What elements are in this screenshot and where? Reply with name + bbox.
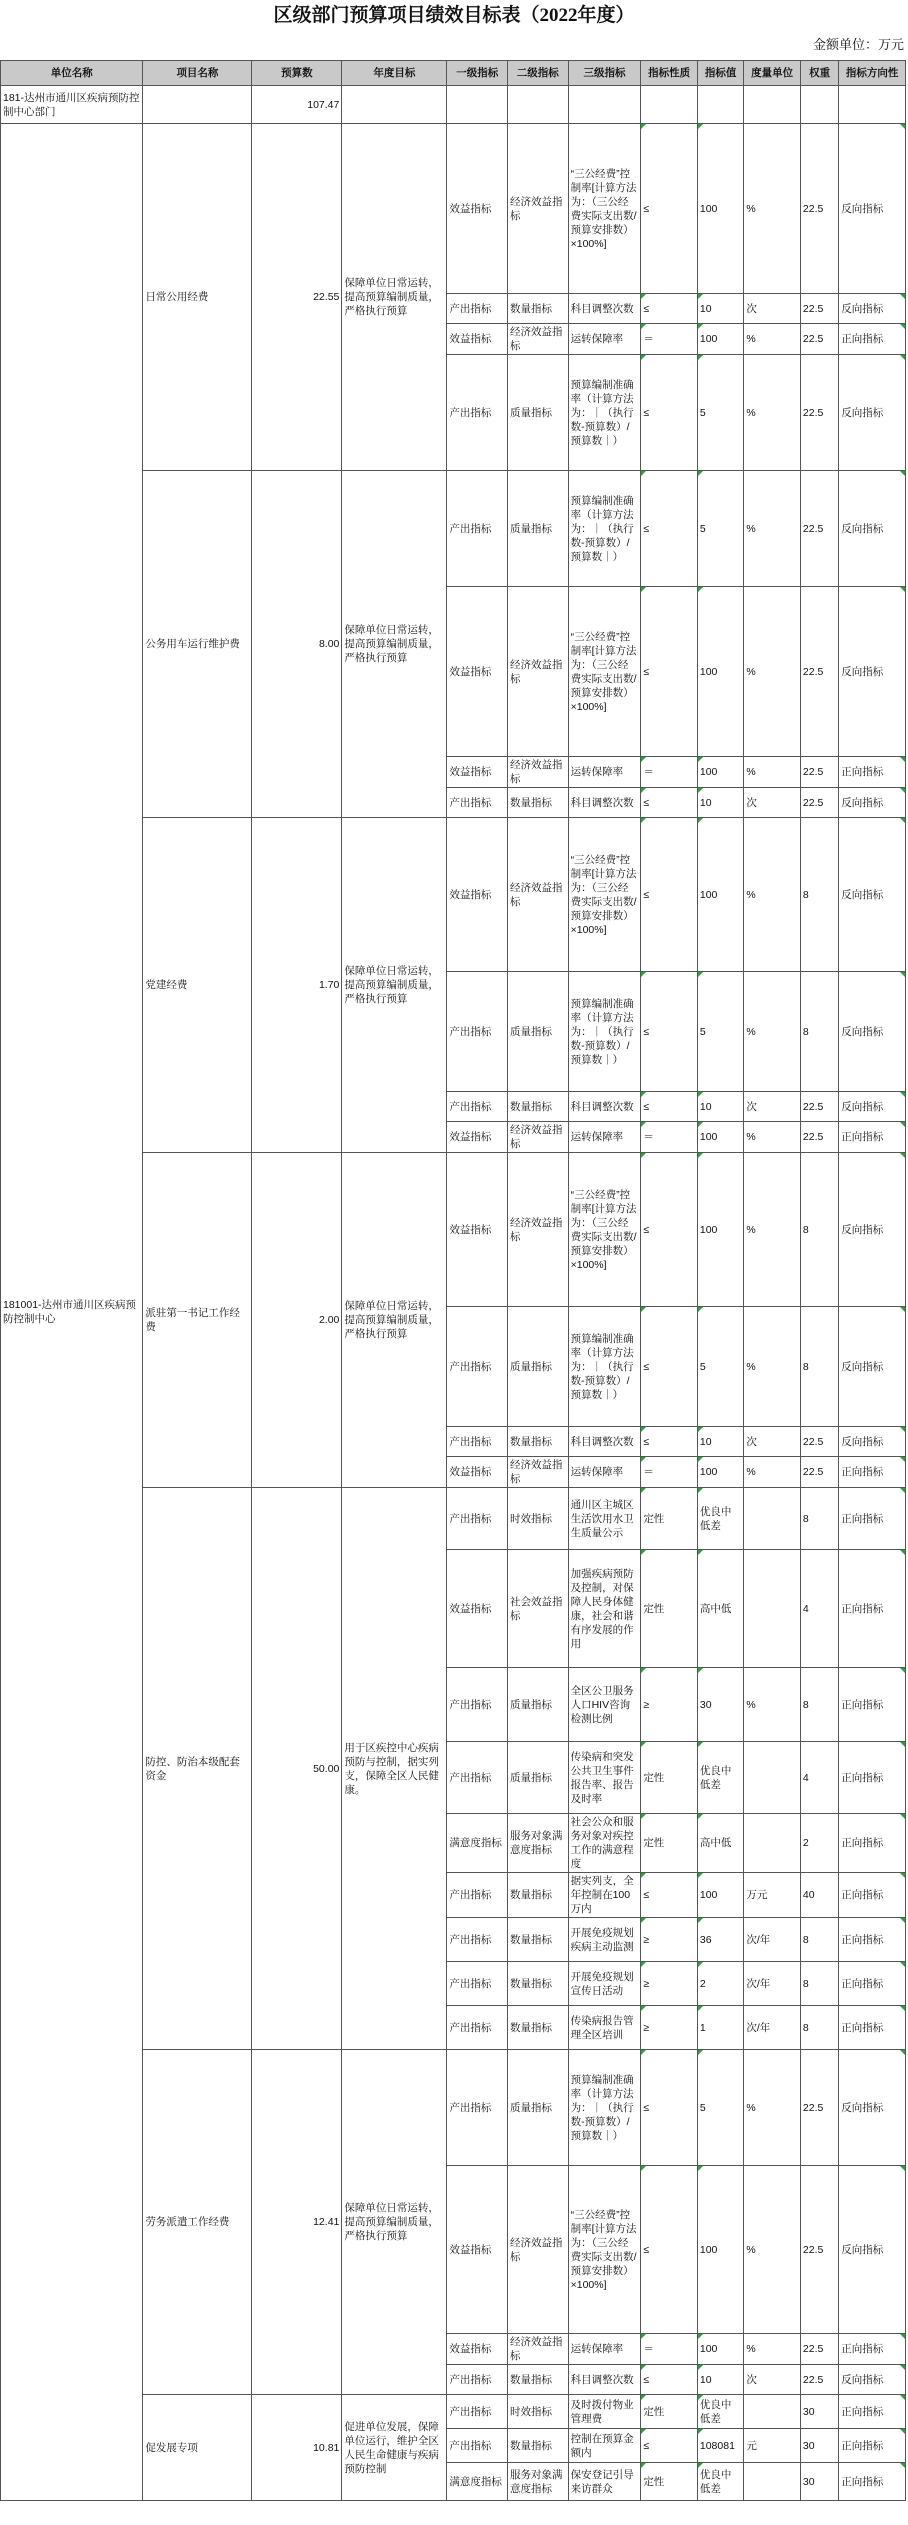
measure-unit <box>744 1742 801 1814</box>
header-cell: 度量单位 <box>744 61 801 86</box>
direction: 正向指标 <box>839 2463 906 2501</box>
level2-indicator: 数量指标 <box>508 1962 569 2006</box>
level1-indicator: 产出指标 <box>447 294 508 324</box>
level2-indicator: 时效指标 <box>508 1488 569 1550</box>
header-cell: 年度目标 <box>342 61 447 86</box>
annual-goal: 保障单位日常运转，提高预算编制质量，严格执行预算 <box>342 2050 447 2395</box>
level2-indicator: 经济效益指标 <box>508 1457 569 1488</box>
weight: 40 <box>800 1873 838 1918</box>
direction: 反向指标 <box>839 2050 906 2166</box>
indicator-nature: ≤ <box>641 2429 698 2463</box>
indicator-value: 100 <box>697 1122 743 1153</box>
indicator-nature: ≤ <box>641 1427 698 1457</box>
level1-indicator: 产出指标 <box>447 471 508 587</box>
department-name: 181-达州市通川区疾病预防控制中心部门 <box>1 86 143 124</box>
measure-unit: 次/年 <box>744 1918 801 1962</box>
indicator-nature: ≤ <box>641 2050 698 2166</box>
direction: 反向指标 <box>839 2365 906 2395</box>
weight: 22.5 <box>800 1092 838 1122</box>
indicator-nature: 定性 <box>641 2395 698 2429</box>
level1-indicator: 效益指标 <box>447 1550 508 1668</box>
level1-indicator: 产出指标 <box>447 2429 508 2463</box>
weight: 22.5 <box>800 1122 838 1153</box>
weight: 22.5 <box>800 355 838 471</box>
measure-unit: 元 <box>744 2429 801 2463</box>
page-title: 区级部门预算项目绩效目标表（2022年度） <box>273 5 635 26</box>
direction: 反向指标 <box>839 1307 906 1427</box>
level1-indicator: 产出指标 <box>447 1918 508 1962</box>
indicator-value: 10 <box>697 788 743 818</box>
indicator-value: 100 <box>697 1457 743 1488</box>
direction: 正向指标 <box>839 2006 906 2050</box>
indicator-value: 100 <box>697 1873 743 1918</box>
indicator-nature: ≤ <box>641 471 698 587</box>
indicator-value: 36 <box>697 1918 743 1962</box>
level2-indicator: 质量指标 <box>508 355 569 471</box>
measure-unit: % <box>744 1122 801 1153</box>
level2-indicator: 经济效益指标 <box>508 2334 569 2365</box>
level1-indicator: 效益指标 <box>447 1457 508 1488</box>
indicator-value: 2 <box>697 1962 743 2006</box>
measure-unit: % <box>744 471 801 587</box>
indicator-nature: 定性 <box>641 1550 698 1668</box>
direction: 正向指标 <box>839 1814 906 1873</box>
indicator-nature: ≤ <box>641 587 698 757</box>
level3-indicator: 据实列支，全年控制在100万内 <box>568 1873 641 1918</box>
level1-indicator: 产出指标 <box>447 1742 508 1814</box>
project-name: 促发展专项 <box>143 2395 252 2501</box>
level3-indicator: 全区公卫服务人口HIV咨询检测比例 <box>568 1668 641 1742</box>
direction: 反向指标 <box>839 788 906 818</box>
level3-indicator: 科目调整次数 <box>568 1427 641 1457</box>
level3-indicator: 运转保障率 <box>568 2334 641 2365</box>
header-cell: 预算数 <box>252 61 342 86</box>
indicator-value: 100 <box>697 757 743 788</box>
measure-unit: % <box>744 2334 801 2365</box>
indicator-value: 10 <box>697 1427 743 1457</box>
level2-indicator: 经济效益指标 <box>508 324 569 355</box>
level2-indicator: 数量指标 <box>508 1918 569 1962</box>
weight: 22.5 <box>800 1457 838 1488</box>
indicator-value: 100 <box>697 324 743 355</box>
header-row <box>1 61 906 86</box>
level2-indicator: 数量指标 <box>508 1873 569 1918</box>
measure-unit: 次 <box>744 294 801 324</box>
level3-indicator: “三公经费”控制率[计算方法为：（三公经费实际支出数/预算安排数）×100%] <box>568 1153 641 1307</box>
level1-indicator: 产出指标 <box>447 2365 508 2395</box>
weight: 8 <box>800 972 838 1092</box>
level2-indicator: 质量指标 <box>508 1307 569 1427</box>
weight: 8 <box>800 1668 838 1742</box>
weight: 22.5 <box>800 2050 838 2166</box>
project-budget: 2.00 <box>252 1153 342 1488</box>
level3-indicator: 运转保障率 <box>568 324 641 355</box>
indicator-value: 30 <box>697 1668 743 1742</box>
level1-indicator: 产出指标 <box>447 2050 508 2166</box>
level2-indicator: 质量指标 <box>508 1668 569 1742</box>
level3-indicator: 传染病报告管理全区培训 <box>568 2006 641 2050</box>
indicator-value: 100 <box>697 818 743 972</box>
level3-indicator: 预算编制准确率（计算方法为：｜（执行数-预算数）/预算数｜） <box>568 2050 641 2166</box>
indicator-nature: ≥ <box>641 1918 698 1962</box>
indicator-nature: ≤ <box>641 1153 698 1307</box>
level2-indicator: 经济效益指标 <box>508 1122 569 1153</box>
level2-indicator: 数量指标 <box>508 2006 569 2050</box>
indicator-value: 优良中低差 <box>697 1742 743 1814</box>
indicator-value: 10 <box>697 2365 743 2395</box>
level3-indicator: “三公经费”控制率[计算方法为：（三公经费实际支出数/预算安排数）×100%] <box>568 587 641 757</box>
level2-indicator: 数量指标 <box>508 2365 569 2395</box>
level2-indicator: 时效指标 <box>508 2395 569 2429</box>
annual-goal: 促进单位发展，保障单位运行，维护全区人民生命健康与疾病预防控制 <box>342 2395 447 2501</box>
indicator-nature: ≤ <box>641 818 698 972</box>
weight: 4 <box>800 1742 838 1814</box>
level1-indicator: 效益指标 <box>447 1122 508 1153</box>
indicator-row <box>1 124 906 294</box>
level1-indicator: 满意度指标 <box>447 2463 508 2501</box>
weight: 30 <box>800 2463 838 2501</box>
level1-indicator: 效益指标 <box>447 2166 508 2334</box>
indicator-value: 优良中低差 <box>697 2395 743 2429</box>
indicator-nature: ≤ <box>641 294 698 324</box>
direction: 反向指标 <box>839 124 906 294</box>
level1-indicator: 产出指标 <box>447 788 508 818</box>
indicator-nature: 定性 <box>641 1742 698 1814</box>
indicator-value: 5 <box>697 471 743 587</box>
indicator-nature: ≤ <box>641 124 698 294</box>
level1-indicator: 效益指标 <box>447 2334 508 2365</box>
measure-unit: % <box>744 2166 801 2334</box>
level1-indicator: 产出指标 <box>447 1962 508 2006</box>
level1-indicator: 效益指标 <box>447 124 508 294</box>
project-budget: 8.00 <box>252 471 342 818</box>
weight: 22.5 <box>800 788 838 818</box>
level1-indicator: 效益指标 <box>447 818 508 972</box>
header-cell: 指标值 <box>697 61 743 86</box>
level3-indicator: “三公经费”控制率[计算方法为：（三公经费实际支出数/预算安排数）×100%] <box>568 2166 641 2334</box>
level2-indicator: 质量指标 <box>508 1742 569 1814</box>
indicator-value: 高中低 <box>697 1550 743 1668</box>
level2-indicator: 数量指标 <box>508 1092 569 1122</box>
project-name: 派驻第一书记工作经费 <box>143 1153 252 1488</box>
indicator-nature: ≤ <box>641 1307 698 1427</box>
level3-indicator: “三公经费”控制率[计算方法为：（三公经费实际支出数/预算安排数）×100%] <box>568 124 641 294</box>
direction: 正向指标 <box>839 2395 906 2429</box>
annual-goal: 保障单位日常运转，提高预算编制质量，严格执行预算 <box>342 471 447 818</box>
weight: 22.5 <box>800 471 838 587</box>
measure-unit: % <box>744 324 801 355</box>
project-budget: 12.41 <box>252 2050 342 2395</box>
level1-indicator: 产出指标 <box>447 972 508 1092</box>
level3-indicator: 控制在预算金额内 <box>568 2429 641 2463</box>
indicator-nature: ＝ <box>641 1457 698 1488</box>
level3-indicator: 开展免疫规划疾病主动监测 <box>568 1918 641 1962</box>
weight: 22.5 <box>800 324 838 355</box>
level2-indicator: 经济效益指标 <box>508 818 569 972</box>
header-cell: 指标方向性 <box>839 61 906 86</box>
measure-unit: 万元 <box>744 1873 801 1918</box>
direction: 正向指标 <box>839 1122 906 1153</box>
header-cell: 单位名称 <box>1 61 143 86</box>
project-budget: 50.00 <box>252 1488 342 2050</box>
level3-indicator: 科目调整次数 <box>568 788 641 818</box>
level2-indicator: 质量指标 <box>508 471 569 587</box>
header-cell: 权重 <box>800 61 838 86</box>
direction: 反向指标 <box>839 471 906 587</box>
level2-indicator: 质量指标 <box>508 2050 569 2166</box>
indicator-value: 5 <box>697 1307 743 1427</box>
level1-indicator: 效益指标 <box>447 324 508 355</box>
measure-unit: % <box>744 1153 801 1307</box>
department-row <box>1 86 906 124</box>
indicator-nature: ＝ <box>641 1122 698 1153</box>
indicator-nature: ≥ <box>641 1668 698 1742</box>
level1-indicator: 效益指标 <box>447 757 508 788</box>
measure-unit: % <box>744 818 801 972</box>
level1-indicator: 产出指标 <box>447 2006 508 2050</box>
indicator-nature: ≥ <box>641 2006 698 2050</box>
weight: 8 <box>800 1488 838 1550</box>
indicator-nature: ≤ <box>641 972 698 1092</box>
indicator-value: 100 <box>697 1153 743 1307</box>
direction: 正向指标 <box>839 1488 906 1550</box>
weight: 22.5 <box>800 1427 838 1457</box>
direction: 反向指标 <box>839 972 906 1092</box>
weight: 30 <box>800 2395 838 2429</box>
level3-indicator: 加强疾病预防及控制，对保障人民身体健康，社会和谐有序发展的作用 <box>568 1550 641 1668</box>
level3-indicator: 保安登记引导来访群众 <box>568 2463 641 2501</box>
measure-unit: 次/年 <box>744 1962 801 2006</box>
project-name: 防控、防治本级配套资金 <box>143 1488 252 2050</box>
measure-unit: % <box>744 124 801 294</box>
indicator-value: 优良中低差 <box>697 1488 743 1550</box>
indicator-value: 高中低 <box>697 1814 743 1873</box>
direction: 正向指标 <box>839 1668 906 1742</box>
project-name: 劳务派遣工作经费 <box>143 2050 252 2395</box>
level3-indicator: 社会公众和服务对象对疾控工作的满意程度 <box>568 1814 641 1873</box>
level2-indicator: 服务对象满意度指标 <box>508 2463 569 2501</box>
measure-unit: 次 <box>744 2365 801 2395</box>
annual-goal: 保障单位日常运转，提高预算编制质量，严格执行预算 <box>342 818 447 1153</box>
weight: 22.5 <box>800 294 838 324</box>
level3-indicator: “三公经费”控制率[计算方法为：（三公经费实际支出数/预算安排数）×100%] <box>568 818 641 972</box>
measure-unit: % <box>744 757 801 788</box>
level2-indicator: 社会效益指标 <box>508 1550 569 1668</box>
measure-unit <box>744 1550 801 1668</box>
level2-indicator: 质量指标 <box>508 972 569 1092</box>
measure-unit: 次 <box>744 788 801 818</box>
measure-unit: % <box>744 972 801 1092</box>
weight: 22.5 <box>800 587 838 757</box>
indicator-value: 优良中低差 <box>697 2463 743 2501</box>
direction: 反向指标 <box>839 1153 906 1307</box>
level2-indicator: 经济效益指标 <box>508 1153 569 1307</box>
weight: 22.5 <box>800 757 838 788</box>
direction: 正向指标 <box>839 757 906 788</box>
indicator-nature: ≤ <box>641 2166 698 2334</box>
indicator-value: 5 <box>697 355 743 471</box>
direction: 正向指标 <box>839 324 906 355</box>
direction: 正向指标 <box>839 2429 906 2463</box>
weight: 8 <box>800 1153 838 1307</box>
level1-indicator: 产出指标 <box>447 2395 508 2429</box>
level2-indicator: 数量指标 <box>508 788 569 818</box>
direction: 正向指标 <box>839 1550 906 1668</box>
level3-indicator: 开展免疫规划宣传日活动 <box>568 1962 641 2006</box>
indicator-nature: 定性 <box>641 1488 698 1550</box>
header-cell: 一级指标 <box>447 61 508 86</box>
annual-goal: 保障单位日常运转，提高预算编制质量，严格执行预算 <box>342 1153 447 1488</box>
header-cell: 二级指标 <box>508 61 569 86</box>
direction: 正向指标 <box>839 1962 906 2006</box>
weight: 22.5 <box>800 124 838 294</box>
department-budget: 107.47 <box>252 86 342 124</box>
level1-indicator: 产出指标 <box>447 1427 508 1457</box>
level1-indicator: 满意度指标 <box>447 1814 508 1873</box>
weight: 8 <box>800 1918 838 1962</box>
indicator-value: 100 <box>697 124 743 294</box>
indicator-nature: ≤ <box>641 788 698 818</box>
level2-indicator: 经济效益指标 <box>508 124 569 294</box>
performance-table <box>0 60 906 2501</box>
weight: 8 <box>800 1962 838 2006</box>
weight: 22.5 <box>800 2334 838 2365</box>
measure-unit: % <box>744 1307 801 1427</box>
level3-indicator: 传染病和突发公共卫生事件报告率、报告及时率 <box>568 1742 641 1814</box>
level2-indicator: 数量指标 <box>508 2429 569 2463</box>
indicator-value: 100 <box>697 2334 743 2365</box>
measure-unit <box>744 1814 801 1873</box>
indicator-nature: ＝ <box>641 757 698 788</box>
level2-indicator: 经济效益指标 <box>508 2166 569 2334</box>
project-budget: 10.81 <box>252 2395 342 2501</box>
level3-indicator: 预算编制准确率（计算方法为：｜（执行数-预算数）/预算数｜） <box>568 355 641 471</box>
measure-unit: % <box>744 1668 801 1742</box>
project-name: 党建经费 <box>143 818 252 1153</box>
weight: 2 <box>800 1814 838 1873</box>
header-cell: 三级指标 <box>568 61 641 86</box>
indicator-value: 10 <box>697 294 743 324</box>
direction: 反向指标 <box>839 1427 906 1457</box>
indicator-value: 108081 <box>697 2429 743 2463</box>
level3-indicator: 及时拨付物业管理费 <box>568 2395 641 2429</box>
indicator-value: 100 <box>697 2166 743 2334</box>
project-budget: 22.55 <box>252 124 342 471</box>
direction: 正向指标 <box>839 2334 906 2365</box>
indicator-nature: ≤ <box>641 355 698 471</box>
weight: 30 <box>800 2429 838 2463</box>
indicator-value: 100 <box>697 587 743 757</box>
level1-indicator: 产出指标 <box>447 1873 508 1918</box>
direction: 正向指标 <box>839 1742 906 1814</box>
weight: 4 <box>800 1550 838 1668</box>
project-name: 日常公用经费 <box>143 124 252 471</box>
indicator-value: 5 <box>697 2050 743 2166</box>
weight: 22.5 <box>800 2166 838 2334</box>
indicator-nature: ≤ <box>641 1092 698 1122</box>
level2-indicator: 经济效益指标 <box>508 757 569 788</box>
weight: 8 <box>800 1307 838 1427</box>
header-cell: 项目名称 <box>143 61 252 86</box>
weight: 22.5 <box>800 2365 838 2395</box>
level1-indicator: 产出指标 <box>447 1307 508 1427</box>
measure-unit <box>744 1488 801 1550</box>
annual-goal: 保障单位日常运转，提高预算编制质量，严格执行预算 <box>342 124 447 471</box>
measure-unit: 次 <box>744 1427 801 1457</box>
level1-indicator: 产出指标 <box>447 1092 508 1122</box>
indicator-value: 5 <box>697 972 743 1092</box>
level3-indicator: 科目调整次数 <box>568 294 641 324</box>
direction: 正向指标 <box>839 1918 906 1962</box>
direction: 反向指标 <box>839 1092 906 1122</box>
direction: 正向指标 <box>839 1873 906 1918</box>
level2-indicator: 数量指标 <box>508 1427 569 1457</box>
level3-indicator: 预算编制准确率（计算方法为：｜（执行数-预算数）/预算数｜） <box>568 471 641 587</box>
level1-indicator: 产出指标 <box>447 355 508 471</box>
direction: 反向指标 <box>839 294 906 324</box>
measure-unit <box>744 2395 801 2429</box>
unit-name: 181001-达州市通川区疾病预防控制中心 <box>1 124 143 2501</box>
indicator-nature: 定性 <box>641 1814 698 1873</box>
measure-unit: 次/年 <box>744 2006 801 2050</box>
level1-indicator: 效益指标 <box>447 1153 508 1307</box>
indicator-nature: ≥ <box>641 1962 698 2006</box>
level2-indicator: 服务对象满意度指标 <box>508 1814 569 1873</box>
indicator-nature: 定性 <box>641 2463 698 2501</box>
level3-indicator: 通川区主城区生活饮用水卫生质量公示 <box>568 1488 641 1550</box>
project-budget: 1.70 <box>252 818 342 1153</box>
level2-indicator: 数量指标 <box>508 294 569 324</box>
indicator-value: 10 <box>697 1092 743 1122</box>
indicator-nature: ≤ <box>641 1873 698 1918</box>
amount-unit-label: 金额单位：万元 <box>812 37 904 52</box>
level3-indicator: 科目调整次数 <box>568 1092 641 1122</box>
direction: 反向指标 <box>839 818 906 972</box>
level2-indicator: 经济效益指标 <box>508 587 569 757</box>
indicator-nature: ≤ <box>641 2365 698 2395</box>
level3-indicator: 运转保障率 <box>568 1457 641 1488</box>
weight: 8 <box>800 2006 838 2050</box>
measure-unit: % <box>744 355 801 471</box>
direction: 反向指标 <box>839 587 906 757</box>
level1-indicator: 效益指标 <box>447 587 508 757</box>
level3-indicator: 预算编制准确率（计算方法为：｜（执行数-预算数）/预算数｜） <box>568 972 641 1092</box>
level3-indicator: 科目调整次数 <box>568 2365 641 2395</box>
indicator-value: 1 <box>697 2006 743 2050</box>
direction: 反向指标 <box>839 2166 906 2334</box>
annual-goal: 用于区疾控中心疾病预防与控制，据实列支，保障全区人民健康。 <box>342 1488 447 2050</box>
level1-indicator: 产出指标 <box>447 1668 508 1742</box>
level1-indicator: 产出指标 <box>447 1488 508 1550</box>
project-name: 公务用车运行维护费 <box>143 471 252 818</box>
level3-indicator: 运转保障率 <box>568 1122 641 1153</box>
indicator-nature: ＝ <box>641 2334 698 2365</box>
weight: 8 <box>800 818 838 972</box>
measure-unit: % <box>744 587 801 757</box>
level3-indicator: 预算编制准确率（计算方法为：｜（执行数-预算数）/预算数｜） <box>568 1307 641 1427</box>
direction: 反向指标 <box>839 355 906 471</box>
measure-unit: % <box>744 1457 801 1488</box>
measure-unit: % <box>744 2050 801 2166</box>
indicator-nature: ＝ <box>641 324 698 355</box>
direction: 正向指标 <box>839 1457 906 1488</box>
measure-unit <box>744 2463 801 2501</box>
level3-indicator: 运转保障率 <box>568 757 641 788</box>
header-cell: 指标性质 <box>641 61 698 86</box>
measure-unit: 次 <box>744 1092 801 1122</box>
